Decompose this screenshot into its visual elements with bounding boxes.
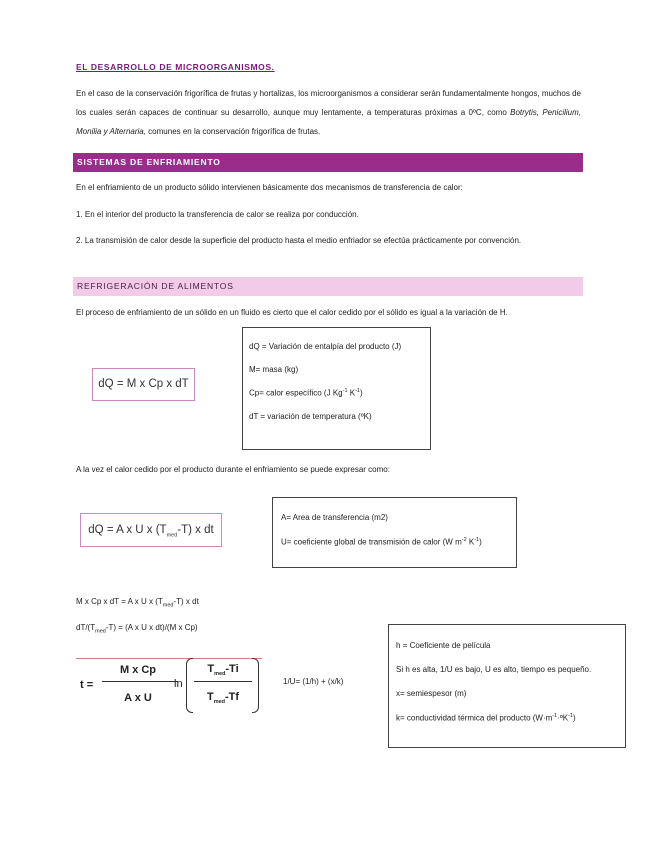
legend-box-transfer [272,497,517,568]
paragraph-species: Botrytis, Penicilium, Monilia y Alternaria, [76,108,581,136]
formula-inner-denominator: $T_{med}-Tf$ [206,691,240,706]
a-la-vez-text: A la vez el calor cedido por el producto durante el enfriamiento se puede expresar como: [76,465,390,474]
section-title-microorganismos: EL DESARROLLO DE MICROORGANISMOS. [76,62,275,72]
legend-m: M= masa (kg) [249,365,299,374]
sistemas-item-1: 1. En el interior del producto la transferencia de calor se realiza por conducción. [76,210,359,219]
section-band-sistemas: SISTEMAS DE ENFRIAMIENTO [73,153,583,172]
formula-inner-bar [194,681,252,682]
formula-fraction-bar [102,681,178,682]
paragraph-text-before: En el caso de la conservación frigorífica de frutas y hortalizas, los microorganismos a considerar serán fundamentalmente hongos, muchos de los cuales serán capaces de continuar su desarrollo, aunque muy lentamente, a temperaturas próximas a 0ºC, como [76,89,581,117]
legend-cp: Cp= calor específico (J $Kg^{-1}$ $K^{-1}$) [249,388,363,398]
formula-numerator: M x Cp [119,664,157,676]
formula-top-rule [76,658,262,659]
formula-inner-numerator: $T_{med}-Ti$ [207,663,239,678]
equation-line-1: M x Cp x dT = A x U x $(T_{med}-T)$ x dt [76,597,199,609]
formula-dq-transfer: dQ = A x U x $(T_{med}-T)$ x dt [80,513,222,547]
legend-dq: dQ = Variación de entalpía del producto (J) [249,342,402,351]
refrigeracion-intro: El proceso de enfriamiento de un sólido en un fluido es cierto que el calor cedido por el sólido es igual a la variación de H. [76,308,508,317]
formula-paren-right [252,658,259,713]
u-relation: 1/U= (1/h) + (x/k) [283,677,344,686]
legend-box-film [388,624,626,748]
formula-paren-left [186,658,193,713]
formula-dq-mass: dQ = M x Cp x dT [92,368,195,401]
legend-x: x= semiespesor (m) [396,689,467,698]
microorganismos-paragraph [76,84,581,141]
section-band-refrigeracion: REFRIGERACIÓN DE ALIMENTOS [73,277,583,296]
formula-t-label: t = [80,679,94,691]
equation-line-2: $dT/(T_{med}-T) = (A$ x U x dt)/(M x Cp) [76,623,198,635]
sistemas-intro: En el enfriamiento de un producto sólido intervienen básicamente dos mecanismos de transferencia de calor: [76,183,463,192]
formula-time [76,656,262,714]
sistemas-item-2: 2. La transmisión de calor desde la superficie del producto hasta el medio enfriador se efectúa prácticamente por convención. [76,236,522,245]
legend-u: U= coeficiente global de transmisión de calor (W $m^{-2}$ $K^{-1}$) [281,537,482,547]
paragraph-text-after: comunes en la conservación frigorífica de frutas. [145,127,321,136]
formula-ln: ln [174,678,183,690]
legend-si: Si h es alta, 1/U es bajo, U es alto, tiempo es pequeño. [396,665,592,674]
legend-k: k= conductividad térmica del producto $(W\cdot m^{-1}\cdot ºK^{-1})$ [396,713,576,723]
legend-dt: dT = variación de temperatura (ºK) [249,411,372,421]
legend-a: A= Area de transferencia (m2) [281,513,388,522]
legend-h: h = Coeficiente de película [396,641,491,650]
formula-denominator: A x U [124,692,152,704]
legend-box-enthalpy [242,327,431,450]
